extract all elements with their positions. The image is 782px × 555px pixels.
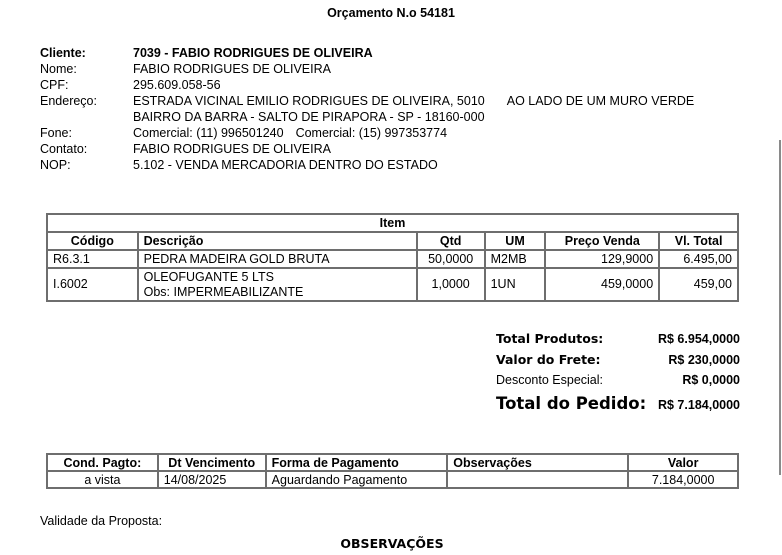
client-row-nome: [40, 61, 694, 77]
desconto-value: R$ 0,0000: [682, 373, 740, 387]
fone-2: Comercial: (15) 997353774: [295, 126, 448, 140]
header-um: UM: [485, 232, 546, 250]
endereco-label: Endereço:: [40, 94, 97, 108]
total-pedido-value: R$ 7.184,0000: [657, 398, 740, 412]
cell-forma-pagamento: Aguardando Pagamento: [266, 471, 448, 488]
total-pedido-row: [496, 394, 740, 413]
header-preco-venda: Preço Venda: [545, 232, 659, 250]
items-table: [46, 213, 739, 302]
total-produtos-label: Total Produtos:: [496, 331, 604, 346]
cell-total: 459,00: [659, 268, 738, 301]
cell-qtd: 1,0000: [417, 268, 485, 301]
cell-descricao: [138, 268, 417, 301]
cell-codigo: R6.3.1: [47, 250, 138, 268]
payment-table: [46, 453, 739, 489]
cell-codigo: I.6002: [47, 268, 138, 301]
endereco-complement: AO LADO DE UM MURO VERDE: [506, 94, 695, 108]
header-cond-pagto: Cond. Pagto:: [47, 454, 158, 471]
header-codigo: Código: [47, 232, 138, 250]
total-produtos-value: R$ 6.954,0000: [657, 332, 740, 346]
client-row-cliente: [40, 45, 694, 61]
cpf-value: 295.609.058-56: [133, 78, 221, 92]
cell-preco: 459,0000: [545, 268, 659, 301]
nome-value: FABIO RODRIGUES DE OLIVEIRA: [133, 62, 331, 76]
nome-label: Nome:: [40, 62, 77, 76]
cell-descricao-text: OLEOFUGANTE 5 LTS: [143, 269, 274, 284]
cell-valor: 7.184,0000: [628, 471, 738, 488]
endereco-street: ESTRADA VICINAL EMILIO RODRIGUES DE OLIVEIRA, 5010: [133, 94, 485, 108]
fone-1: Comercial: (11) 996501240: [133, 126, 284, 140]
client-row-contato: [40, 141, 694, 157]
cpf-label: CPF:: [40, 78, 69, 92]
endereco-value: [133, 93, 694, 109]
nop-label: NOP:: [40, 158, 71, 172]
client-info: [40, 45, 694, 173]
header-descricao: Descrição: [138, 232, 417, 250]
desconto-label: Desconto Especial:: [496, 373, 604, 387]
contato-value: FABIO RODRIGUES DE OLIVEIRA: [133, 142, 331, 156]
header-observacoes: Observações: [447, 454, 628, 471]
client-row-fone: [40, 125, 694, 141]
cell-um: M2MB: [485, 250, 546, 268]
header-qtd: Qtd: [417, 232, 485, 250]
fone-value: [133, 125, 447, 141]
cell-preco: 129,9000: [545, 250, 659, 268]
header-vl-total: Vl. Total: [659, 232, 738, 250]
client-row-endereco: [40, 93, 694, 109]
cell-descricao-obs: Obs: IMPERMEABILIZANTE: [143, 284, 304, 299]
cell-descricao: PEDRA MADEIRA GOLD BRUTA: [138, 250, 417, 268]
cliente-value: 7039 - FABIO RODRIGUES DE OLIVEIRA: [133, 46, 373, 60]
items-header-row: [47, 232, 738, 250]
table-row: [47, 471, 738, 488]
desconto-row: [496, 373, 740, 394]
header-forma-pagamento: Forma de Pagamento: [266, 454, 448, 471]
total-pedido-label: Total do Pedido:: [496, 394, 647, 413]
totals-summary: [496, 331, 740, 413]
table-row: [47, 268, 738, 301]
cell-cond-pagto: a vista: [47, 471, 158, 488]
contato-label: Contato:: [40, 142, 88, 156]
total-produtos-row: [496, 331, 740, 352]
cell-qtd: 50,0000: [417, 250, 485, 268]
cliente-label: Cliente:: [40, 46, 86, 60]
table-row: [47, 250, 738, 268]
client-row-nop: [40, 157, 694, 173]
client-row-endereco-2: [40, 109, 694, 125]
observations-title: OBSERVAÇÕES: [340, 536, 444, 551]
document-title: Orçamento N.o 54181: [327, 6, 455, 20]
scrollbar[interactable]: [779, 140, 781, 475]
header-dt-vencimento: Dt Vencimento: [158, 454, 266, 471]
payment-header-row: [47, 454, 738, 471]
validity-label: Validade da Proposta:: [40, 514, 163, 528]
valor-frete-row: [496, 352, 740, 373]
cell-observacoes: [447, 471, 628, 488]
items-table-title: Item: [47, 214, 738, 232]
valor-frete-value: R$ 230,0000: [668, 353, 740, 367]
cell-um: 1UN: [485, 268, 546, 301]
nop-value: 5.102 - VENDA MERCADORIA DENTRO DO ESTADO: [133, 158, 438, 172]
client-row-cpf: [40, 77, 694, 93]
header-valor: Valor: [628, 454, 738, 471]
fone-label: Fone:: [40, 126, 72, 140]
valor-frete-label: Valor do Frete:: [496, 352, 601, 367]
cell-total: 6.495,00: [659, 250, 738, 268]
cell-dt-vencimento: 14/08/2025: [158, 471, 266, 488]
endereco-city: BAIRRO DA BARRA - SALTO DE PIRAPORA - SP - 18160-000: [133, 110, 485, 124]
